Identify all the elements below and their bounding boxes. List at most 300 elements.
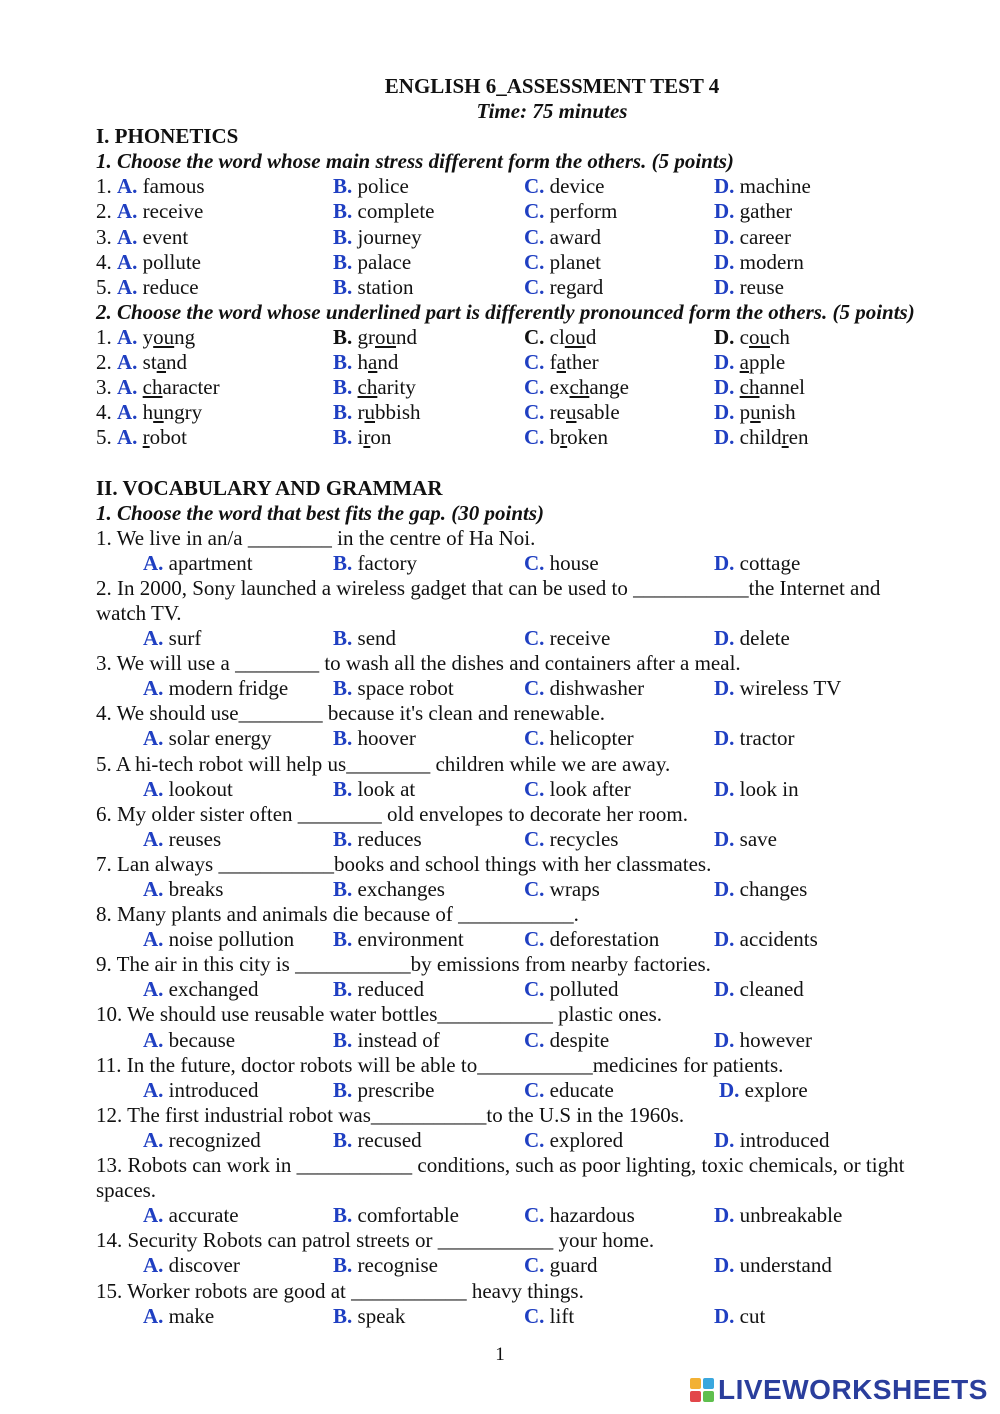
- answer-option-b[interactable]: [333, 726, 416, 751]
- vocabulary-question: [96, 1153, 966, 1228]
- option-letter: C.: [524, 324, 545, 349]
- option-letter: C.: [524, 350, 545, 375]
- answer-option-a[interactable]: [96, 325, 195, 350]
- answer-option-d[interactable]: [714, 1304, 765, 1329]
- option-letter: C.: [524, 826, 545, 851]
- word-prefix: st: [142, 350, 157, 375]
- answer-options-row: [96, 1304, 966, 1329]
- pronunciation-question-list: [96, 325, 966, 450]
- word-suffix: annel: [759, 375, 805, 400]
- option-word: discover: [168, 1253, 240, 1278]
- option-letter: B.: [333, 224, 353, 249]
- answer-option-b[interactable]: [333, 350, 398, 375]
- answer-option-c[interactable]: [524, 174, 604, 199]
- option-letter: D.: [714, 726, 735, 751]
- option-word: receive: [142, 199, 204, 224]
- answer-option-c[interactable]: [524, 1128, 623, 1153]
- question-number: 2.: [96, 199, 112, 224]
- option-word: lookout: [168, 776, 233, 801]
- option-letter: C.: [524, 1203, 545, 1228]
- option-letter: D.: [714, 927, 735, 952]
- option-word: regard: [549, 274, 604, 299]
- answer-option-b[interactable]: [333, 1304, 405, 1329]
- option-letter: C.: [524, 1127, 545, 1152]
- vocabulary-question: [96, 952, 966, 1002]
- answer-option-b[interactable]: [333, 225, 422, 250]
- answer-option-b[interactable]: [333, 827, 422, 852]
- option-letter: A.: [117, 199, 138, 224]
- underlined-sound: ou: [749, 324, 770, 349]
- answer-option-c[interactable]: [524, 626, 610, 651]
- option-word: cottage: [739, 550, 801, 575]
- option-word: tractor: [739, 726, 795, 751]
- answer-option-b[interactable]: [333, 927, 464, 952]
- option-letter: D.: [714, 375, 735, 400]
- option-letter: D.: [714, 174, 735, 199]
- answer-option-c[interactable]: [524, 827, 618, 852]
- word-suffix: ange: [589, 375, 629, 400]
- word-prefix: gr: [357, 324, 376, 349]
- word-prefix: cl: [549, 324, 565, 349]
- pronunciation-question-row: [96, 425, 966, 450]
- answer-option-b[interactable]: [333, 425, 391, 450]
- option-letter: C.: [524, 1253, 545, 1278]
- option-letter: A.: [143, 1303, 164, 1328]
- answer-option-a[interactable]: [143, 777, 233, 802]
- answer-option-a[interactable]: [143, 1203, 239, 1228]
- answer-option-a[interactable]: [143, 551, 253, 576]
- option-letter: A.: [143, 550, 164, 575]
- answer-option-d[interactable]: [714, 626, 790, 651]
- stress-question-row: [96, 250, 966, 275]
- question-text: 11. In the future, doctor robots will be able to___________medicines for patients.: [96, 1052, 784, 1077]
- answer-option-a[interactable]: [143, 827, 221, 852]
- word-prefix: h: [357, 350, 369, 375]
- vocabulary-question: [96, 1103, 966, 1153]
- stress-question-row: [96, 275, 966, 300]
- option-letter: A.: [143, 676, 164, 701]
- answer-option-a[interactable]: [96, 250, 201, 275]
- question-text: 5. A hi-tech robot will help us________ children while we are away.: [96, 751, 671, 776]
- option-letter: B.: [333, 726, 353, 751]
- answer-option-d[interactable]: [714, 250, 804, 275]
- option-letter: A.: [143, 877, 164, 901]
- option-letter: C.: [524, 927, 545, 952]
- option-word: surf: [168, 626, 202, 651]
- answer-option-d[interactable]: [714, 726, 794, 751]
- word-prefix: re: [549, 400, 566, 425]
- answer-option-d[interactable]: [714, 977, 804, 1002]
- word-prefix: f: [549, 350, 557, 375]
- question-text: 10. We should use reusable water bottles___________ plastic ones.: [96, 1002, 662, 1027]
- option-letter: C.: [524, 174, 545, 199]
- option-word: instead of: [357, 1027, 440, 1052]
- option-word: recycles: [549, 826, 619, 851]
- answer-option-a[interactable]: [143, 977, 258, 1002]
- option-word: famous: [142, 174, 205, 199]
- question-text: 6. My older sister often ________ old envelopes to decorate her room.: [96, 801, 688, 826]
- option-letter: C.: [524, 626, 545, 651]
- option-word: understand: [739, 1253, 832, 1278]
- underlined-sound: ch: [569, 375, 590, 400]
- option-word: however: [739, 1027, 812, 1052]
- option-letter: B.: [333, 375, 353, 400]
- answer-option-c[interactable]: [524, 225, 601, 250]
- word-suffix: nd: [166, 350, 188, 375]
- underlined-sound: ch: [142, 375, 163, 400]
- vocabulary-instruction: 1. Choose the word that best fits the gap. (30 points): [96, 500, 545, 525]
- stress-question-row: [96, 199, 966, 224]
- answer-option-a[interactable]: [143, 726, 272, 751]
- option-letter: D.: [714, 1253, 735, 1278]
- option-letter: A.: [117, 274, 138, 299]
- answer-option-b[interactable]: [333, 1078, 434, 1103]
- option-letter: A.: [143, 1203, 164, 1228]
- answer-option-b[interactable]: [333, 1203, 459, 1228]
- option-word: cut: [739, 1303, 766, 1328]
- option-word: recused: [357, 1127, 422, 1152]
- answer-option-c[interactable]: [524, 325, 596, 350]
- underlined-sound: a: [556, 350, 566, 375]
- underlined-sound: r: [560, 425, 568, 450]
- answer-option-b[interactable]: [333, 375, 416, 400]
- option-letter: D.: [719, 1077, 740, 1102]
- answer-option-a[interactable]: [143, 1028, 235, 1053]
- word-suffix: oken: [567, 425, 608, 450]
- answer-options-row: [96, 726, 966, 751]
- pronunciation-question-row: [96, 400, 966, 425]
- option-word: reuse: [739, 274, 784, 299]
- option-word: reduce: [142, 274, 199, 299]
- option-letter: B.: [333, 1203, 353, 1228]
- option-word: speak: [357, 1303, 406, 1328]
- answer-option-b[interactable]: [333, 199, 434, 224]
- answer-option-c[interactable]: [524, 1304, 574, 1329]
- answer-option-b[interactable]: [333, 400, 421, 425]
- option-letter: D.: [714, 1127, 735, 1152]
- option-word: complete: [357, 199, 435, 224]
- answer-option-d[interactable]: [714, 551, 800, 576]
- word-suffix: ther: [566, 350, 599, 375]
- option-word: wraps: [549, 877, 600, 901]
- option-letter: D.: [714, 324, 735, 349]
- answer-option-a[interactable]: [143, 927, 294, 952]
- option-word: receive: [549, 626, 611, 651]
- answer-option-d[interactable]: [714, 225, 791, 250]
- answer-option-d[interactable]: [714, 1253, 832, 1278]
- word-suffix: on: [370, 425, 392, 450]
- option-word: unbreakable: [739, 1203, 843, 1228]
- answer-option-b[interactable]: [333, 325, 417, 350]
- answer-option-d[interactable]: [714, 827, 777, 852]
- option-letter: D.: [714, 1027, 735, 1052]
- question-number: 3.: [96, 224, 112, 249]
- word-prefix: ex: [549, 375, 570, 400]
- answer-option-b[interactable]: [333, 1128, 422, 1153]
- answer-option-c[interactable]: [524, 551, 599, 576]
- word-suffix: ngry: [163, 400, 203, 425]
- underlined-sound: ou: [153, 324, 175, 349]
- option-word: prescribe: [357, 1077, 435, 1102]
- answer-option-d[interactable]: [714, 777, 799, 802]
- answer-option-b[interactable]: [333, 777, 415, 802]
- option-word: make: [168, 1303, 215, 1328]
- answer-option-b[interactable]: [333, 250, 411, 275]
- option-letter: A.: [143, 927, 164, 952]
- answer-options-row: [96, 626, 966, 651]
- option-letter: A.: [117, 224, 138, 249]
- answer-option-d[interactable]: [714, 425, 809, 450]
- answer-options-row: [96, 676, 966, 701]
- question-number: 3.: [96, 375, 112, 400]
- word-suffix: ng: [174, 324, 196, 349]
- option-letter: B.: [333, 274, 353, 299]
- option-letter: B.: [333, 1253, 353, 1278]
- word-prefix: r: [357, 400, 365, 425]
- answer-option-a[interactable]: [96, 225, 188, 250]
- option-word: delete: [739, 626, 790, 651]
- pronunciation-instruction: 2. Choose the word whose underlined part is differently pronounced form the others. (5 points): [96, 299, 915, 324]
- option-letter: D.: [714, 1203, 735, 1228]
- answer-option-d[interactable]: [714, 927, 818, 952]
- option-letter: B.: [333, 550, 353, 575]
- answer-option-c[interactable]: [524, 726, 634, 751]
- answer-option-c[interactable]: [524, 927, 659, 952]
- answer-option-d[interactable]: [714, 350, 785, 375]
- vocabulary-question: [96, 752, 966, 802]
- option-word: look at: [357, 776, 416, 801]
- answer-option-a[interactable]: [96, 400, 202, 425]
- answer-option-a[interactable]: [143, 626, 201, 651]
- answer-option-d[interactable]: [714, 174, 811, 199]
- option-letter: A.: [117, 324, 138, 349]
- underlined-sound: ou: [564, 324, 586, 349]
- question-text: spaces.: [96, 1178, 157, 1203]
- answer-option-c[interactable]: [524, 199, 617, 224]
- option-word: career: [739, 224, 791, 249]
- answer-option-a[interactable]: [96, 375, 220, 400]
- option-letter: C.: [524, 375, 545, 400]
- section-heading-vocabulary: II. VOCABULARY AND GRAMMAR: [96, 475, 443, 500]
- option-word: modern: [739, 249, 804, 274]
- answer-option-c[interactable]: [524, 1203, 635, 1228]
- option-word: comfortable: [357, 1203, 459, 1228]
- answer-option-b[interactable]: [333, 1028, 440, 1053]
- question-text: 7. Lan always ___________books and school things with her classmates.: [96, 851, 712, 876]
- answer-option-c[interactable]: [524, 977, 619, 1002]
- question-text: 3. We will use a ________ to wash all the dishes and containers after a meal.: [96, 651, 741, 676]
- option-word: educate: [549, 1077, 614, 1102]
- vocabulary-question: [96, 802, 966, 852]
- answer-option-a[interactable]: [143, 676, 288, 701]
- option-letter: C.: [524, 249, 545, 274]
- option-letter: B.: [333, 350, 353, 375]
- question-number: 5.: [96, 274, 112, 299]
- answer-option-b[interactable]: [333, 877, 445, 902]
- answer-option-c[interactable]: [524, 425, 608, 450]
- option-letter: A.: [143, 626, 164, 651]
- option-word: recognized: [168, 1127, 261, 1152]
- answer-option-d[interactable]: [714, 1028, 812, 1053]
- option-letter: B.: [333, 776, 353, 801]
- answer-option-a[interactable]: [96, 174, 205, 199]
- vocabulary-question: [96, 651, 966, 701]
- option-letter: C.: [524, 224, 545, 249]
- option-word: explore: [744, 1077, 808, 1102]
- option-letter: B.: [333, 676, 353, 701]
- option-word: reduces: [357, 826, 422, 851]
- answer-options-row: [96, 551, 966, 576]
- answer-option-d[interactable]: [714, 375, 805, 400]
- question-text: 13. Robots can work in ___________ conditions, such as poor lighting, toxic chemicals, or tight: [96, 1153, 905, 1178]
- word-prefix: c: [739, 324, 749, 349]
- answer-option-d[interactable]: [714, 877, 807, 902]
- answer-options-row: [96, 927, 966, 952]
- section-heading-phonetics: I. PHONETICS: [96, 124, 239, 149]
- option-letter: D.: [714, 400, 735, 425]
- answer-option-b[interactable]: [333, 551, 417, 576]
- answer-options-row: [96, 877, 966, 902]
- stress-question-row: [96, 225, 966, 250]
- option-word: machine: [739, 174, 811, 199]
- answer-option-c[interactable]: [524, 1028, 609, 1053]
- option-letter: C.: [524, 400, 545, 425]
- option-word: device: [549, 174, 605, 199]
- answer-option-a[interactable]: [143, 1078, 258, 1103]
- option-word: perform: [549, 199, 618, 224]
- option-letter: A.: [117, 350, 138, 375]
- option-word: breaks: [168, 877, 224, 901]
- answer-option-c[interactable]: [524, 375, 629, 400]
- answer-option-c[interactable]: [524, 877, 600, 902]
- word-prefix: p: [739, 400, 751, 425]
- option-letter: A.: [143, 1027, 164, 1052]
- option-word: noise pollution: [168, 927, 295, 952]
- answer-option-d[interactable]: [714, 676, 841, 701]
- time-limit: Time: 75 minutes: [476, 99, 628, 124]
- option-word: dishwasher: [549, 676, 645, 701]
- option-letter: B.: [333, 626, 353, 651]
- answer-option-c[interactable]: [524, 676, 644, 701]
- underlined-sound: ch: [357, 375, 378, 400]
- option-word: event: [142, 224, 189, 249]
- option-word: modern fridge: [168, 676, 289, 701]
- answer-option-d[interactable]: [714, 1128, 829, 1153]
- answer-options-row: [96, 1128, 966, 1153]
- option-word: exchanges: [357, 877, 445, 901]
- answer-option-b[interactable]: [333, 977, 424, 1002]
- answer-option-c[interactable]: [524, 1078, 614, 1103]
- option-letter: A.: [143, 1127, 164, 1152]
- word-suffix: d: [585, 324, 597, 349]
- answer-option-a[interactable]: [143, 877, 223, 902]
- answer-option-d[interactable]: [714, 1203, 842, 1228]
- pronunciation-question-row: [96, 375, 966, 400]
- option-letter: D.: [714, 676, 735, 701]
- option-word: introduced: [168, 1077, 259, 1102]
- vocabulary-question-list: [96, 526, 966, 1329]
- vocabulary-question: [96, 1053, 966, 1103]
- underlined-sound: a: [739, 350, 749, 375]
- vocabulary-question: [96, 1002, 966, 1052]
- word-suffix: ch: [770, 324, 790, 349]
- option-letter: D.: [714, 626, 735, 651]
- underlined-sound: r: [363, 425, 371, 450]
- answer-option-a[interactable]: [143, 1304, 214, 1329]
- answer-option-b[interactable]: [333, 1253, 438, 1278]
- question-text: 15. Worker robots are good at ___________ heavy things.: [96, 1278, 584, 1303]
- liveworksheets-logo: [690, 1374, 988, 1406]
- question-text: 9. The air in this city is ___________by emissions from nearby factories.: [96, 952, 711, 977]
- option-word: explored: [549, 1127, 624, 1152]
- word-suffix: nish: [760, 400, 796, 425]
- answer-option-c[interactable]: [524, 275, 603, 300]
- option-word: recognise: [357, 1253, 438, 1278]
- answer-option-d[interactable]: [714, 325, 790, 350]
- option-word: send: [357, 626, 397, 651]
- answer-option-a[interactable]: [96, 425, 187, 450]
- question-number: 4.: [96, 249, 112, 274]
- answer-option-a[interactable]: [143, 1128, 261, 1153]
- question-text: 2. In 2000, Sony launched a wireless gadget that can be used to ___________the Internet and: [96, 575, 881, 600]
- question-text: 8. Many plants and animals die because of ___________.: [96, 902, 579, 927]
- option-word: award: [549, 224, 601, 249]
- word-suffix: pple: [749, 350, 786, 375]
- word-prefix: i: [357, 425, 364, 450]
- underlined-sound: r: [142, 425, 150, 450]
- option-letter: A.: [117, 375, 138, 400]
- option-word: wireless TV: [739, 676, 842, 701]
- option-word: accurate: [168, 1203, 239, 1228]
- answer-option-c[interactable]: [524, 250, 601, 275]
- option-letter: C.: [524, 726, 545, 751]
- option-letter: A.: [143, 977, 164, 1002]
- option-word: introduced: [739, 1127, 830, 1152]
- answer-option-b[interactable]: [333, 676, 454, 701]
- answer-option-a[interactable]: [96, 350, 187, 375]
- vocabulary-question: [96, 852, 966, 902]
- option-letter: D.: [714, 249, 735, 274]
- question-number: 1.: [96, 174, 112, 199]
- answer-option-b[interactable]: [333, 174, 409, 199]
- answer-option-d[interactable]: [714, 199, 792, 224]
- option-letter: D.: [714, 776, 735, 801]
- word-suffix: nd: [396, 324, 418, 349]
- liveworksheets-logo-icon: [690, 1378, 714, 1402]
- option-word: station: [357, 274, 414, 299]
- answer-option-a[interactable]: [96, 199, 203, 224]
- underlined-sound: ch: [739, 375, 760, 400]
- answer-option-c[interactable]: [524, 400, 620, 425]
- answer-option-b[interactable]: [333, 275, 414, 300]
- option-letter: C.: [524, 1077, 545, 1102]
- answer-option-d[interactable]: [719, 1078, 808, 1103]
- option-letter: D.: [714, 826, 735, 851]
- option-letter: C.: [524, 977, 545, 1002]
- answer-option-b[interactable]: [333, 626, 396, 651]
- answer-option-a[interactable]: [96, 275, 199, 300]
- word-prefix: b: [549, 425, 561, 450]
- word-suffix: arity: [377, 375, 416, 400]
- answer-option-d[interactable]: [714, 275, 784, 300]
- page-number: 1: [495, 1344, 505, 1365]
- answer-option-c[interactable]: [524, 350, 599, 375]
- underlined-sound: r: [781, 425, 789, 450]
- answer-option-d[interactable]: [714, 400, 796, 425]
- answer-option-a[interactable]: [143, 1253, 240, 1278]
- answer-option-c[interactable]: [524, 777, 631, 802]
- answer-option-c[interactable]: [524, 1253, 598, 1278]
